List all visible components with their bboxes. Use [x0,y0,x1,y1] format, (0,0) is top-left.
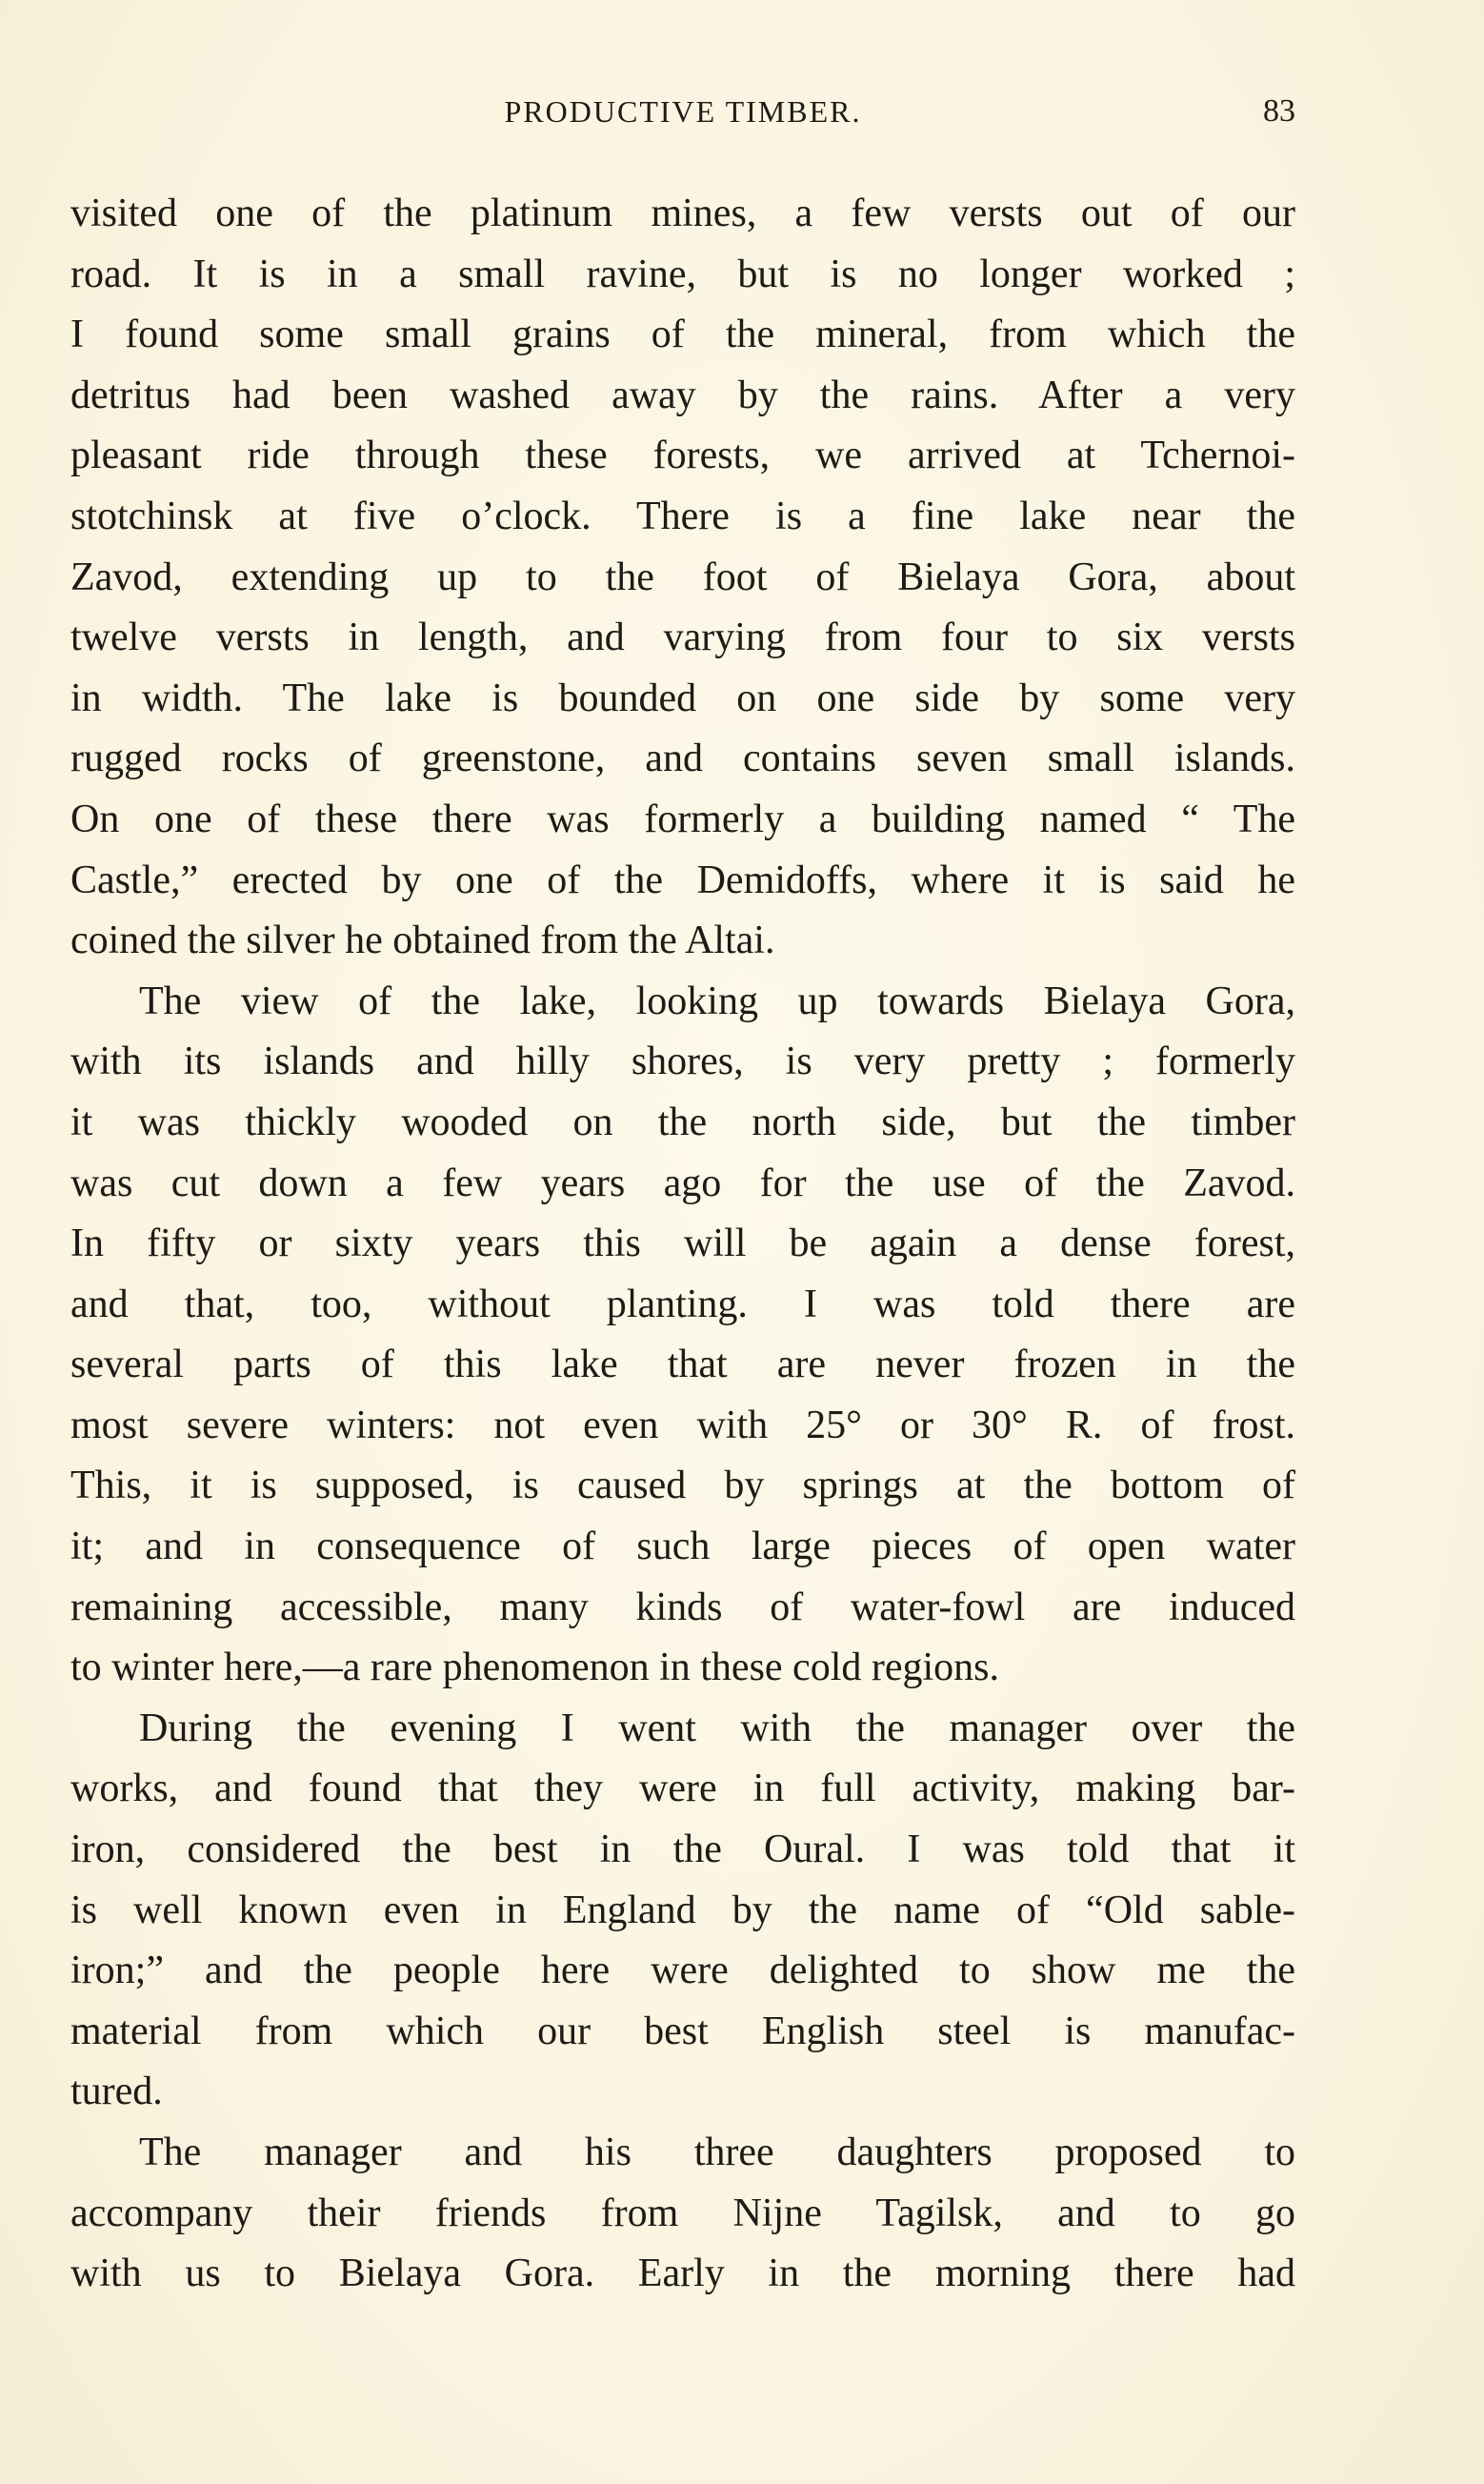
text-line: is well known even in England by the name of “Old sable- [70,1888,1295,1932]
text-line: twelve versts in length, and varying from four to six versts [70,616,1295,660]
paragraph-end-line: coined the silver he obtained from the Altai. [70,919,775,963]
text-line: iron, considered the best in the Oural. I was told that it [70,1828,1295,1872]
text-line: visited one of the platinum mines, a few versts out of our [70,192,1295,235]
paragraph-end-line: tured. [70,2070,163,2114]
text-line: and that, too, without planting. I was told there are [70,1282,1295,1326]
text-line: most severe winters: not even with 25° or 30° R. of frost. [70,1403,1295,1447]
running-head [70,88,1295,135]
text-line: with its islands and hilly shores, is very pretty ; formerly [70,1040,1295,1084]
text-line: material from which our best English steel is manufac- [70,2009,1295,2053]
text-line: was cut down a few years ago for the use of the Zavod. [70,1161,1295,1205]
text-line: pleasant ride through these forests, we arrived at Tchernoi- [70,434,1295,478]
paragraph-start-line: The manager and his three daughters proposed to [139,2131,1295,2174]
paragraph-end-line: to winter here,—a rare phenomenon in these cold regions. [70,1646,1000,1690]
text-line: Zavod, extending up to the foot of Bielaya Gora, about [70,555,1295,599]
paragraph-start-line: During the evening I went with the manager over the [139,1706,1295,1750]
text-line: iron;” and the people here were delighted to show me the [70,1949,1295,1993]
text-line: with us to Bielaya Gora. Early in the morning there had [70,2252,1295,2296]
body-text [70,184,1295,2305]
text-line: accompany their friends from Nijne Tagilsk, and to go [70,2191,1295,2235]
text-line: it; and in consequence of such large pieces of open water [70,1525,1295,1569]
text-line: it was thickly wooded on the north side, but the timber [70,1100,1295,1144]
text-line: Castle,” erected by one of the Demidoffs, where it is said he [70,858,1295,902]
running-title: PRODUCTIVE TIMBER. [504,94,862,129]
text-line: detritus had been washed away by the rains. After a very [70,373,1295,417]
text-line: several parts of this lake that are never frozen in the [70,1343,1295,1387]
text-line: stotchinsk at five o’clock. There is a fine lake near the [70,494,1295,538]
text-line: road. It is in a small ravine, but is no longer worked ; [70,252,1295,296]
text-line: rugged rocks of greenstone, and contains seven small islands. [70,737,1295,781]
paragraph-start-line: The view of the lake, looking up towards Bielaya Gora, [139,979,1295,1023]
text-line: In fifty or sixty years this will be again a dense forest, [70,1222,1295,1266]
text-line: This, it is supposed, is caused by springs at the bottom of [70,1464,1295,1508]
page-number: 83 [1263,93,1295,129]
text-line: I found some small grains of the mineral, from which the [70,313,1295,357]
text-line: On one of these there was formerly a building named “ The [70,797,1295,841]
text-line: works, and found that they were in full activity, making bar- [70,1767,1295,1811]
text-line: in width. The lake is bounded on one side by some very [70,676,1295,720]
text-line: remaining accessible, many kinds of water-fowl are induced [70,1585,1295,1629]
